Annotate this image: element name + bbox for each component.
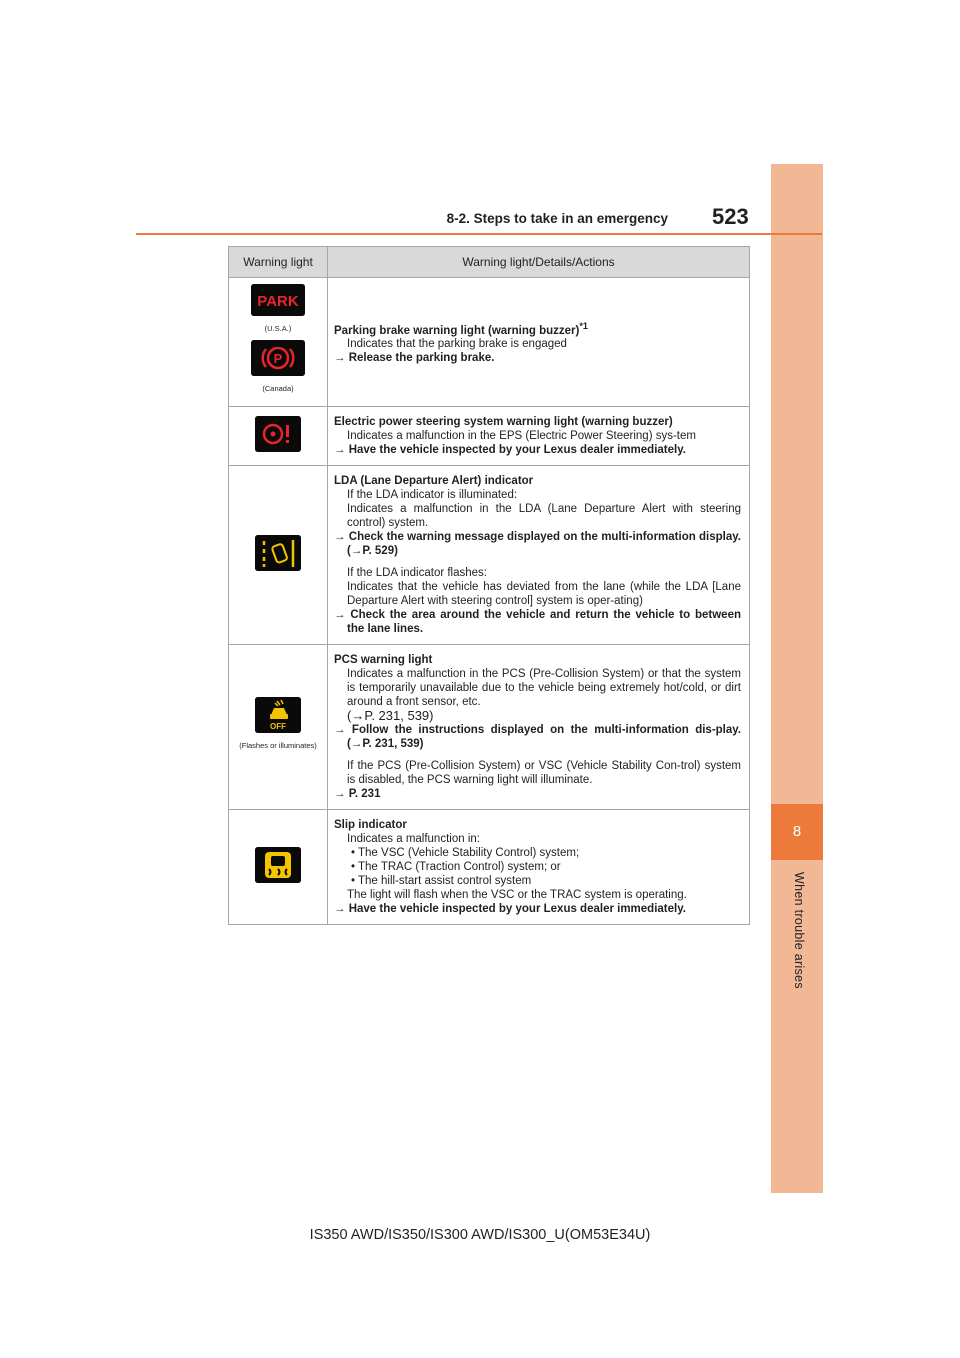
- column-header-details: Warning light/Details/Actions: [328, 247, 750, 278]
- chapter-number-tab[interactable]: 8: [771, 804, 823, 860]
- eps-warning-icon: [255, 416, 301, 452]
- lda-indicator-icon: [255, 535, 301, 571]
- table-row: [229, 645, 750, 810]
- icon-cell: [229, 645, 328, 810]
- row-text: The light will flash when the VSC or the TRAC system is operating.: [347, 889, 687, 901]
- table-header-row: [229, 247, 750, 278]
- slip-indicator-icon: [255, 847, 301, 883]
- svg-text:OFF: OFF: [270, 722, 286, 731]
- list-item: • The VSC (Vehicle Stability Control) system;: [351, 847, 580, 859]
- row-action: → Have the vehicle inspected by your Lexus dealer immediately.: [334, 444, 686, 456]
- row-action: → P. 231: [334, 788, 381, 800]
- row-text: Indicates a malfunction in the PCS (Pre-Collision System) or that the system is temporarily unavailable due to the vehicle being extremely hot/cold, or dirt around a front sensor, etc.: [347, 668, 741, 708]
- row-action: → Release the parking brake.: [334, 352, 495, 365]
- icon-caption-usa: (U.S.A.): [264, 324, 292, 333]
- details-cell: [328, 645, 750, 810]
- details-cell: [328, 810, 750, 925]
- icon-cell: [229, 810, 328, 925]
- row-text: Indicates that the parking brake is engaged: [347, 338, 567, 351]
- row-text: Indicates a malfunction in:: [347, 833, 480, 845]
- table-row: [229, 466, 750, 645]
- icon-caption-canada: (Canada): [262, 384, 294, 393]
- details-cell: [328, 278, 750, 407]
- row-action: → Check the warning message displayed on the multi-information display. (→P. 529): [334, 531, 741, 557]
- row-text: If the PCS (Pre-Collision System) or VSC (Vehicle Stability Con-trol) system is disabled, the PCS warning light will illuminate.: [347, 760, 741, 786]
- park-warning-icon: [251, 284, 305, 316]
- row-title: Slip indicator: [334, 819, 407, 831]
- icon-cell: [229, 466, 328, 645]
- icon-caption-pcs: (Flashes or illuminates): [239, 741, 317, 750]
- row-title: Electric power steering system warning light (warning buzzer): [334, 416, 673, 428]
- list-item: • The hill-start assist control system: [351, 875, 532, 887]
- details-cell: [328, 407, 750, 466]
- chapter-label: When trouble arises: [792, 872, 806, 989]
- row-title: LDA (Lane Departure Alert) indicator: [334, 475, 534, 487]
- details-cell: [328, 466, 750, 645]
- pcs-warning-icon: [255, 697, 301, 733]
- section-title: 8-2. Steps to take in an emergency: [446, 211, 668, 226]
- column-header-warning-light: Warning light: [229, 247, 328, 278]
- table-row: [229, 278, 750, 407]
- icon-cell: [229, 407, 328, 466]
- side-tab: [771, 164, 823, 1193]
- row-text: Indicates that the vehicle has deviated from the lane (while the LDA [Lane Departure Alert with steering control] system is oper-ating): [347, 581, 741, 607]
- warning-light-table: [228, 246, 750, 925]
- page-number: 523: [712, 204, 749, 229]
- row-action: → Follow the instructions displayed on the multi-information dis-play. (→P. 231, 539): [334, 724, 741, 750]
- svg-text:P: P: [273, 351, 283, 366]
- footer-model: IS350 AWD/IS350/IS300 AWD/IS300_U(OM53E34U): [309, 1227, 651, 1243]
- icon-cell: [229, 278, 328, 407]
- row-text: Indicates a malfunction in the LDA (Lane Departure Alert with steering control) system.: [347, 503, 741, 529]
- row-title: PCS warning light: [334, 654, 433, 666]
- table-row: [229, 810, 750, 925]
- row-text: (→P. 231, 539): [347, 708, 434, 723]
- row-text: Indicates a malfunction in the EPS (Electric Power Steering) sys-tem: [347, 430, 696, 442]
- row-text: If the LDA indicator is illuminated:: [347, 489, 518, 501]
- svg-text:PARK: PARK: [257, 293, 299, 310]
- header-rule: [136, 233, 822, 235]
- row-action: → Have the vehicle inspected by your Lexus dealer immediately.: [334, 903, 686, 915]
- list-item: • The TRAC (Traction Control) system; or: [351, 861, 561, 873]
- row-action: → Check the area around the vehicle and return the vehicle to between the lane lines.: [334, 609, 741, 635]
- row-title: Parking brake warning light (warning buzzer)$^{*1}$: [334, 320, 588, 337]
- table-row: [229, 407, 750, 466]
- row-text: If the LDA indicator flashes:: [347, 567, 487, 579]
- parking-brake-icon: [251, 340, 305, 376]
